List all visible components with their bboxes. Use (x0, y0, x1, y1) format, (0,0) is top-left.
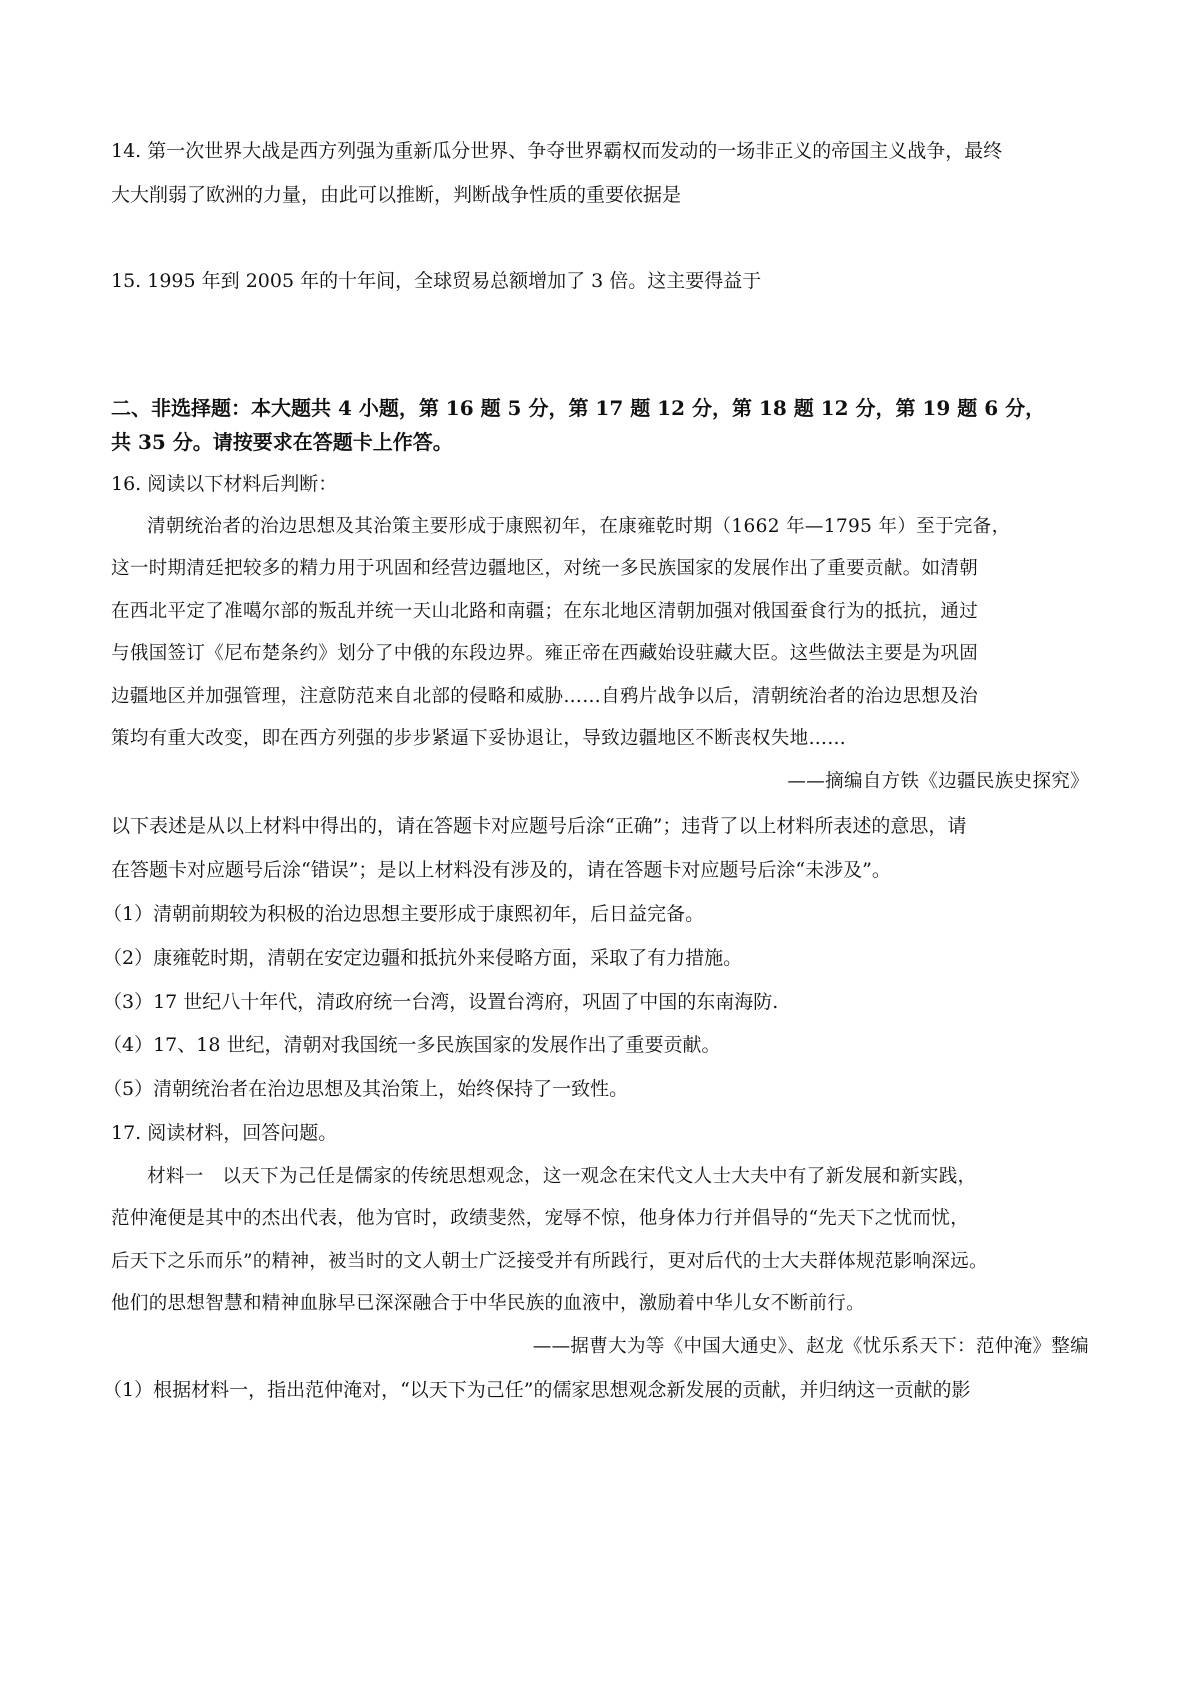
q15-stem: 15. 1995 年到 2005 年的十年间，全球贸易总额增加了 3 倍。这主要得益于 (111, 270, 762, 292)
q16-material-line6: 策均有重大改变，即在西方列强的步步紧逼下妥协退让，导致边疆地区不断丧权失地…… (111, 728, 847, 749)
q17-material-line1: 材料一 以天下为己任是儒家的传统思想观念，这一观念在宋代文人士大夫中有了新发展和新实践， (147, 1166, 977, 1187)
q16-item-1: （1）清朝前期较为积极的治边思想主要形成于康熙初年，后日益完备。 (103, 903, 705, 925)
q17-subquestion-1: （1）根据材料一，指出范仲淹对，“以天下为己任”的儒家思想观念新发展的贡献，并归纳这一贡献的影 (103, 1379, 971, 1401)
section2-heading-line1: 二、非选择题：本大题共 4 小题，第 16 题 5 分，第 17 题 12 分，第 18 题 12 分，第 19 题 6 分， (111, 396, 1046, 420)
q16-item-2: （2）康雍乾时期，清朝在安定边疆和抵抗外来侵略方面，采取了有力措施。 (103, 947, 743, 969)
q17-material-line4: 他们的思想智慧和精神血脉早已深深融合于中华民族的血液中，激励着中华儿女不断前行。 (111, 1293, 866, 1314)
q14-stem-line2: 大大削弱了欧洲的力量，由此可以推断，判断战争性质的重要依据是 (111, 184, 682, 206)
q16-material-line3: 在西北平定了准噶尔部的叛乱并统一天山北路和南疆；在东北地区清朝加强对俄国蚕食行为的抵抗，通过 (111, 601, 979, 622)
q16-item-4: （4）17、18 世纪，清朝对我国统一多民族国家的发展作出了重要贡献。 (103, 1034, 721, 1056)
q17-material-line2: 范仲淹便是其中的杰出代表，他为官时，政绩斐然，宠辱不惊，他身体力行并倡导的“先天下之忧而忧， (111, 1208, 970, 1229)
q16-material-line5: 边疆地区并加强管理，注意防范来自北部的侵略和威胁……自鸦片战争以后，清朝统治者的治边思想及治 (111, 686, 979, 707)
q16-material-line4: 与俄国签订《尼布楚条约》划分了中俄的东段边界。雍正帝在西藏始设驻藏大臣。这些做法主要是为巩固 (111, 643, 979, 664)
q16-instruction-line2: 在答题卡对应题号后涂“错误”；是以上材料没有涉及的，请在答题卡对应题号后涂“未涉及”。 (111, 859, 891, 881)
q17-source: ——据曹大为等《中国大通史》、赵龙《忧乐系天下：范仲淹》整编 (532, 1336, 1089, 1357)
q17-material-line3: 后天下之乐而乐”的精神，被当时的文人朝士广泛接受并有所践行，更对后代的士大夫群体规范影响深远。 (111, 1251, 988, 1272)
section2-heading-line2: 共 35 分。请按要求在答题卡上作答。 (111, 430, 453, 454)
q16-item-5: （5）清朝统治者在治边思想及其治策上，始终保持了一致性。 (103, 1078, 629, 1100)
q16-material-line1: 清朝统治者的治边思想及其治策主要形成于康熙初年，在康雍乾时期（1662 年—1795 年）至于完备， (147, 516, 1011, 537)
q16-item-3: （3）17 世纪八十年代，清政府统一台湾，设置台湾府，巩固了中国的东南海防. (103, 991, 779, 1013)
q16-stem: 16. 阅读以下材料后判断： (111, 473, 338, 495)
q17-stem: 17. 阅读材料，回答问题。 (111, 1122, 338, 1144)
q14-stem-line1: 14. 第一次世界大战是西方列强为重新瓜分世界、争夺世界霸权而发动的一场非正义的帝国主义战争，最终 (111, 140, 1003, 162)
q16-source: ——摘编自方铁《边疆民族史探究》 (787, 771, 1089, 792)
q16-material-line2: 这一时期清廷把较多的精力用于巩固和经营边疆地区，对统一多民族国家的发展作出了重要贡献。如清朝 (111, 558, 979, 579)
q16-instruction-line1: 以下表述是从以上材料中得出的，请在答题卡对应题号后涂“正确”；违背了以上材料所表述的意思，请 (111, 815, 967, 837)
